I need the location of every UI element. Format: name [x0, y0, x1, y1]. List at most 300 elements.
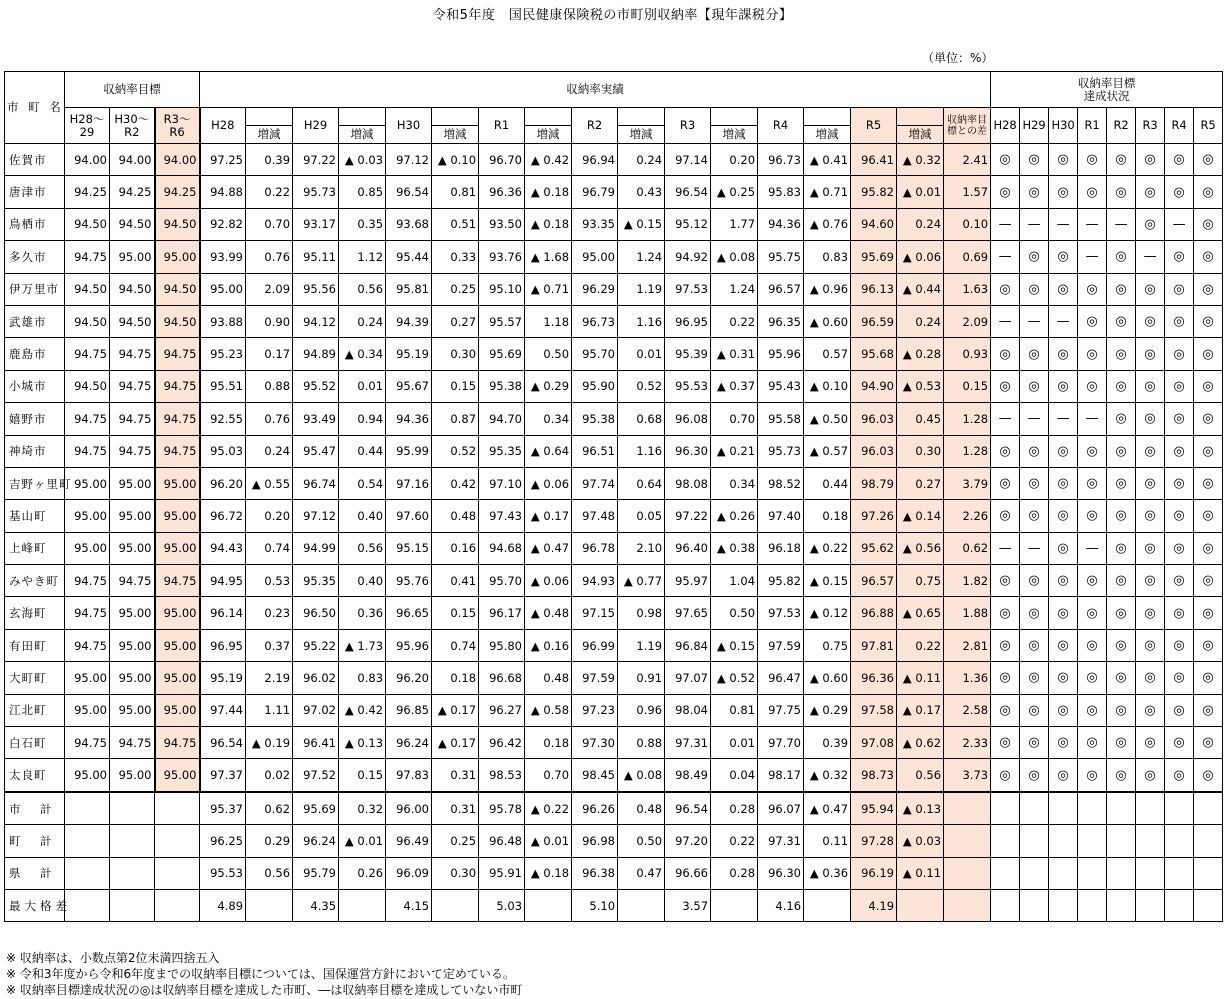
rate-value: 96.99	[572, 629, 618, 661]
status-empty	[1049, 825, 1078, 857]
achievement-status: ◎	[1020, 241, 1049, 273]
status-col-header: R3	[1136, 108, 1165, 144]
achievement-status: ◎	[1078, 727, 1107, 759]
rate-value: 93.76	[479, 241, 525, 273]
rate-value: 96.85	[386, 694, 432, 726]
rate-value: 97.14	[665, 144, 711, 176]
rate-value: 96.13	[851, 273, 897, 305]
target-empty	[155, 792, 200, 825]
rate-value: 95.91	[479, 857, 525, 889]
change-value: 0.37	[246, 629, 293, 661]
status-empty	[1078, 792, 1107, 825]
change-value: ▲ 0.11	[897, 857, 944, 889]
rate-value: 95.67	[386, 370, 432, 402]
diff-value: 1.57	[944, 176, 991, 208]
summary-name: 町 計	[5, 825, 65, 857]
rate-value: 95.97	[665, 565, 711, 597]
rate-value: 94.39	[386, 305, 432, 337]
table-row	[5, 273, 1223, 305]
change-value	[618, 889, 665, 921]
achievement-status: ◎	[1165, 144, 1194, 176]
change-value: 0.22	[897, 629, 944, 661]
achievement-status: ◎	[1078, 759, 1107, 792]
status-empty	[1165, 792, 1194, 825]
summary-name: 市 計	[5, 792, 65, 825]
rate-value: 96.94	[572, 144, 618, 176]
change-value: ▲ 0.58	[525, 694, 572, 726]
rate-value: 96.42	[479, 727, 525, 759]
rate-value: 98.04	[665, 694, 711, 726]
rate-value: 95.10	[479, 273, 525, 305]
status-empty	[1165, 857, 1194, 889]
target-value: 95.00	[110, 694, 155, 726]
change-value: 0.30	[897, 435, 944, 467]
target-value: 94.75	[65, 241, 110, 273]
target-empty	[155, 857, 200, 889]
achievement-status: ◎	[1136, 273, 1165, 305]
rate-value: 94.89	[293, 338, 339, 370]
change-value: 0.42	[432, 467, 479, 499]
change-value: ▲ 0.08	[618, 759, 665, 792]
city-name: 大町町	[5, 662, 65, 694]
achievement-status: —	[1078, 403, 1107, 435]
achievement-status: ◎	[1049, 144, 1078, 176]
achievement-status: ◎	[1049, 500, 1078, 532]
target-value: 95.00	[65, 662, 110, 694]
diff-empty	[944, 889, 991, 921]
change-value: 0.98	[618, 597, 665, 629]
summary-row	[5, 825, 1223, 857]
collection-rate-table	[4, 71, 1223, 922]
change-value: 0.27	[897, 467, 944, 499]
status-empty	[1136, 857, 1165, 889]
change-value: 0.56	[246, 857, 293, 889]
achievement-status: ◎	[1136, 370, 1165, 402]
achievement-status: ◎	[1194, 208, 1223, 240]
change-value: 0.56	[339, 532, 386, 564]
change-value: 0.90	[246, 305, 293, 337]
change-value: ▲ 0.36	[804, 857, 851, 889]
rate-value: 97.53	[758, 597, 804, 629]
achievement-status: ◎	[1107, 500, 1136, 532]
change-value: ▲ 0.01	[339, 825, 386, 857]
change-col-header: 増減	[618, 126, 665, 144]
city-name: 吉野ヶ里町	[5, 467, 65, 499]
rate-value: 97.12	[293, 500, 339, 532]
rate-value: 96.30	[665, 435, 711, 467]
change-value: 0.48	[618, 792, 665, 825]
achievement-status: ◎	[1107, 727, 1136, 759]
change-value: 0.23	[246, 597, 293, 629]
achievement-status: ◎	[1194, 273, 1223, 305]
change-value: ▲ 0.10	[804, 370, 851, 402]
rate-value: 96.78	[572, 532, 618, 564]
city-name: 嬉野市	[5, 403, 65, 435]
change-value: 0.39	[246, 144, 293, 176]
change-value: ▲ 0.17	[897, 694, 944, 726]
target-value: 94.75	[155, 338, 200, 370]
rate-value: 98.79	[851, 467, 897, 499]
change-value: 0.96	[618, 694, 665, 726]
change-value: 0.48	[432, 500, 479, 532]
rate-value: 96.68	[479, 662, 525, 694]
change-value: 0.45	[897, 403, 944, 435]
rate-value: 96.95	[665, 305, 711, 337]
change-value: ▲ 0.18	[525, 208, 572, 240]
change-value: 0.36	[339, 597, 386, 629]
change-value: 0.30	[432, 857, 479, 889]
change-value: 0.75	[897, 565, 944, 597]
change-value: 0.15	[432, 597, 479, 629]
achievement-status: ◎	[1107, 662, 1136, 694]
target-empty	[155, 825, 200, 857]
achievement-status: ◎	[1049, 467, 1078, 499]
rate-value: 95.38	[479, 370, 525, 402]
target-value: 95.00	[155, 694, 200, 726]
change-value: ▲ 0.22	[525, 792, 572, 825]
target-value: 95.00	[155, 532, 200, 564]
achievement-status: ◎	[1136, 144, 1165, 176]
rate-value: 97.58	[851, 694, 897, 726]
achievement-status: ◎	[1107, 273, 1136, 305]
achievement-status: ◎	[1020, 629, 1049, 661]
target-value: 94.75	[110, 338, 155, 370]
status-group-header: 収納率目標 達成状況	[991, 72, 1223, 108]
target-value: 95.00	[65, 500, 110, 532]
change-value: ▲ 1.68	[525, 241, 572, 273]
table-row	[5, 532, 1223, 564]
change-value: ▲ 0.47	[525, 532, 572, 564]
change-value: 0.75	[804, 629, 851, 661]
change-value: ▲ 0.37	[711, 370, 758, 402]
rate-value: 95.82	[758, 565, 804, 597]
rate-value: 96.72	[200, 500, 246, 532]
change-spacer	[339, 108, 386, 126]
change-value: 0.01	[339, 370, 386, 402]
city-header: 市 町 名	[5, 72, 65, 144]
rate-value: 96.26	[572, 792, 618, 825]
target-value: 95.00	[155, 759, 200, 792]
change-value: 0.01	[618, 338, 665, 370]
rate-value: 96.24	[293, 825, 339, 857]
change-value: 0.40	[339, 565, 386, 597]
change-value: ▲ 0.44	[897, 273, 944, 305]
achievement-status: ◎	[1136, 338, 1165, 370]
rate-value: 93.68	[386, 208, 432, 240]
rate-value: 97.26	[851, 500, 897, 532]
achievement-status: ◎	[1020, 565, 1049, 597]
change-value: 0.40	[339, 500, 386, 532]
target-value: 95.00	[110, 662, 155, 694]
rate-value: 96.17	[479, 597, 525, 629]
target-value: 94.50	[65, 305, 110, 337]
rate-value: 95.68	[851, 338, 897, 370]
achievement-status: ◎	[1107, 694, 1136, 726]
achievement-status: ◎	[1078, 500, 1107, 532]
diff-value: 2.81	[944, 629, 991, 661]
rate-value: 96.54	[665, 792, 711, 825]
rate-value: 95.23	[200, 338, 246, 370]
rate-value: 95.00	[200, 273, 246, 305]
rate-value: 97.65	[665, 597, 711, 629]
target-value: 94.75	[65, 629, 110, 661]
achievement-status: ◎	[1136, 403, 1165, 435]
diff-value: 3.79	[944, 467, 991, 499]
rate-value: 95.19	[200, 662, 246, 694]
achievement-status: ◎	[1165, 727, 1194, 759]
status-empty	[1020, 792, 1049, 825]
rate-value: 96.36	[479, 176, 525, 208]
change-col-header: 増減	[525, 126, 572, 144]
achievement-status: ◎	[991, 727, 1020, 759]
achievement-status: ◎	[991, 435, 1020, 467]
achievement-status: ◎	[1020, 597, 1049, 629]
change-value: ▲ 0.01	[525, 825, 572, 857]
achievement-status: ◎	[991, 338, 1020, 370]
change-value: 0.35	[339, 208, 386, 240]
rate-value: 96.73	[572, 305, 618, 337]
rate-value: 98.52	[758, 467, 804, 499]
achievement-status: ◎	[1049, 694, 1078, 726]
change-value: 0.76	[246, 241, 293, 273]
achievement-status: ◎	[1194, 467, 1223, 499]
achievement-status: ◎	[1020, 338, 1049, 370]
footnote: ※ 収納率目標達成状況の◎は収納率目標を達成した市町、―は収納率目標を達成していない市町	[6, 983, 523, 997]
achievement-status: ◎	[1020, 176, 1049, 208]
rate-value: 95.81	[386, 273, 432, 305]
change-value: ▲ 0.17	[525, 500, 572, 532]
achievement-status: ◎	[1049, 370, 1078, 402]
change-col-header: 増減	[897, 126, 944, 144]
status-empty	[991, 857, 1020, 889]
rate-value: 98.45	[572, 759, 618, 792]
achievement-status: ◎	[1078, 144, 1107, 176]
rate-value: 97.20	[665, 825, 711, 857]
rate-value: 95.76	[386, 565, 432, 597]
target-value: 94.75	[65, 338, 110, 370]
achievement-status: ◎	[1136, 629, 1165, 661]
achievement-status: ◎	[991, 694, 1020, 726]
target-empty	[65, 889, 110, 921]
rate-value: 97.23	[572, 694, 618, 726]
achievement-status: ◎	[1136, 565, 1165, 597]
achievement-status: ◎	[1165, 176, 1194, 208]
status-empty	[1020, 857, 1049, 889]
achievement-status: ◎	[1049, 597, 1078, 629]
change-value: 0.85	[339, 176, 386, 208]
rate-value: 97.43	[479, 500, 525, 532]
change-value: 0.29	[246, 825, 293, 857]
rate-value: 95.22	[293, 629, 339, 661]
rate-value: 95.19	[386, 338, 432, 370]
rate-value: 96.57	[758, 273, 804, 305]
achievement-status: —	[991, 403, 1020, 435]
target-value: 95.00	[65, 694, 110, 726]
rate-value: 93.99	[200, 241, 246, 273]
target-value: 94.50	[65, 208, 110, 240]
table-row	[5, 370, 1223, 402]
target-value: 95.00	[155, 467, 200, 499]
footnote: ※ 収納率は、小数点第2位未満四捨五入	[6, 951, 220, 965]
status-empty	[1049, 889, 1078, 921]
rate-value: 96.03	[851, 435, 897, 467]
achievement-status: ◎	[991, 597, 1020, 629]
rate-value: 95.51	[200, 370, 246, 402]
rate-value: 95.58	[758, 403, 804, 435]
city-name: 上峰町	[5, 532, 65, 564]
rate-value: 96.47	[758, 662, 804, 694]
rate-value: 96.98	[572, 825, 618, 857]
change-value: 0.18	[525, 727, 572, 759]
achievement-status: ◎	[1020, 273, 1049, 305]
diff-value: 1.88	[944, 597, 991, 629]
rate-value: 97.70	[758, 727, 804, 759]
year-col-header: R1	[479, 108, 525, 144]
change-value: 1.77	[711, 208, 758, 240]
rate-value: 94.92	[665, 241, 711, 273]
achievement-status: ◎	[1020, 759, 1049, 792]
achievement-status: —	[991, 241, 1020, 273]
table-row	[5, 565, 1223, 597]
achievement-status: ◎	[1020, 370, 1049, 402]
achievement-status: ◎	[1194, 532, 1223, 564]
change-spacer	[525, 108, 572, 126]
target-empty	[110, 792, 155, 825]
rate-value: 4.16	[758, 889, 804, 921]
change-value: 1.04	[711, 565, 758, 597]
change-value: 1.11	[246, 694, 293, 726]
achievement-status: ◎	[1107, 467, 1136, 499]
change-value: ▲ 0.15	[804, 565, 851, 597]
rate-value: 97.40	[758, 500, 804, 532]
change-value: ▲ 0.10	[432, 144, 479, 176]
rate-value: 97.74	[572, 467, 618, 499]
achievement-status: ◎	[1020, 500, 1049, 532]
rate-value: 96.14	[200, 597, 246, 629]
rate-value: 95.94	[851, 792, 897, 825]
change-value: ▲ 0.71	[525, 273, 572, 305]
table-row	[5, 338, 1223, 370]
achievement-status: ◎	[991, 273, 1020, 305]
change-value: ▲ 0.06	[897, 241, 944, 273]
change-value: 0.15	[339, 759, 386, 792]
rate-value: 98.53	[479, 759, 525, 792]
target-value: 94.50	[155, 273, 200, 305]
rate-value: 96.74	[293, 467, 339, 499]
table-row	[5, 305, 1223, 337]
rate-value: 95.75	[758, 241, 804, 273]
change-value: 0.01	[711, 727, 758, 759]
achievement-status: ◎	[1078, 467, 1107, 499]
year-col-header: H28	[200, 108, 246, 144]
target-value: 95.00	[65, 532, 110, 564]
status-empty	[1136, 889, 1165, 921]
target-value: 95.00	[110, 629, 155, 661]
change-value: 0.11	[804, 825, 851, 857]
table-row	[5, 241, 1223, 273]
achievement-status: ◎	[991, 144, 1020, 176]
table-body	[5, 144, 1223, 922]
rate-value: 97.83	[386, 759, 432, 792]
rate-value: 97.08	[851, 727, 897, 759]
change-value: 0.56	[339, 273, 386, 305]
diff-empty	[944, 857, 991, 889]
rate-value: 96.57	[851, 565, 897, 597]
achievement-status: ◎	[1078, 176, 1107, 208]
diff-value: 1.28	[944, 403, 991, 435]
change-value: ▲ 0.57	[804, 435, 851, 467]
achievement-status: —	[1020, 208, 1049, 240]
achievement-status: ◎	[1049, 565, 1078, 597]
city-name: 武雄市	[5, 305, 65, 337]
target-value: 94.75	[65, 597, 110, 629]
achievement-status: ◎	[1136, 500, 1165, 532]
table-row	[5, 597, 1223, 629]
change-value: 0.25	[432, 825, 479, 857]
summary-name: 最大格差	[5, 889, 65, 921]
diff-value: 2.33	[944, 727, 991, 759]
status-col-header: R4	[1165, 108, 1194, 144]
rate-value: 95.69	[293, 792, 339, 825]
rate-value: 97.30	[572, 727, 618, 759]
achievement-status: —	[1165, 208, 1194, 240]
achievement-status: ◎	[1078, 338, 1107, 370]
rate-value: 97.22	[293, 144, 339, 176]
achievement-status: ◎	[1049, 241, 1078, 273]
change-value: 0.44	[804, 467, 851, 499]
achievement-status: ◎	[1165, 435, 1194, 467]
city-name: みやき町	[5, 565, 65, 597]
achievement-status: —	[1136, 241, 1165, 273]
change-value: 0.83	[339, 662, 386, 694]
change-value: ▲ 0.13	[339, 727, 386, 759]
change-value: ▲ 0.41	[804, 144, 851, 176]
change-value: ▲ 0.55	[246, 467, 293, 499]
city-name: 白石町	[5, 727, 65, 759]
diff-value: 1.28	[944, 435, 991, 467]
change-value: 0.87	[432, 403, 479, 435]
rate-value: 96.48	[479, 825, 525, 857]
table-row	[5, 694, 1223, 726]
table-row	[5, 176, 1223, 208]
status-empty	[1049, 792, 1078, 825]
change-value: ▲ 0.48	[525, 597, 572, 629]
rate-value: 98.49	[665, 759, 711, 792]
achievement-status: ◎	[1078, 435, 1107, 467]
rate-value: 95.52	[293, 370, 339, 402]
rate-value: 95.47	[293, 435, 339, 467]
achievement-status: —	[1020, 403, 1049, 435]
achievement-status: ◎	[1136, 759, 1165, 792]
rate-value: 95.69	[479, 338, 525, 370]
change-col-header: 増減	[432, 126, 479, 144]
change-value: ▲ 0.28	[897, 338, 944, 370]
rate-value: 96.18	[758, 532, 804, 564]
target-value: 94.75	[155, 370, 200, 402]
achievement-status: ◎	[1194, 629, 1223, 661]
change-value: ▲ 0.56	[897, 532, 944, 564]
change-value: 1.12	[339, 241, 386, 273]
diff-empty	[944, 792, 991, 825]
rate-value: 96.03	[851, 403, 897, 435]
achievement-status: ◎	[1107, 565, 1136, 597]
achievement-status: ◎	[1107, 403, 1136, 435]
change-value: 1.24	[618, 241, 665, 273]
achievement-status: ◎	[1078, 694, 1107, 726]
rate-value: 93.35	[572, 208, 618, 240]
achievement-status: ◎	[991, 662, 1020, 694]
table-row	[5, 727, 1223, 759]
